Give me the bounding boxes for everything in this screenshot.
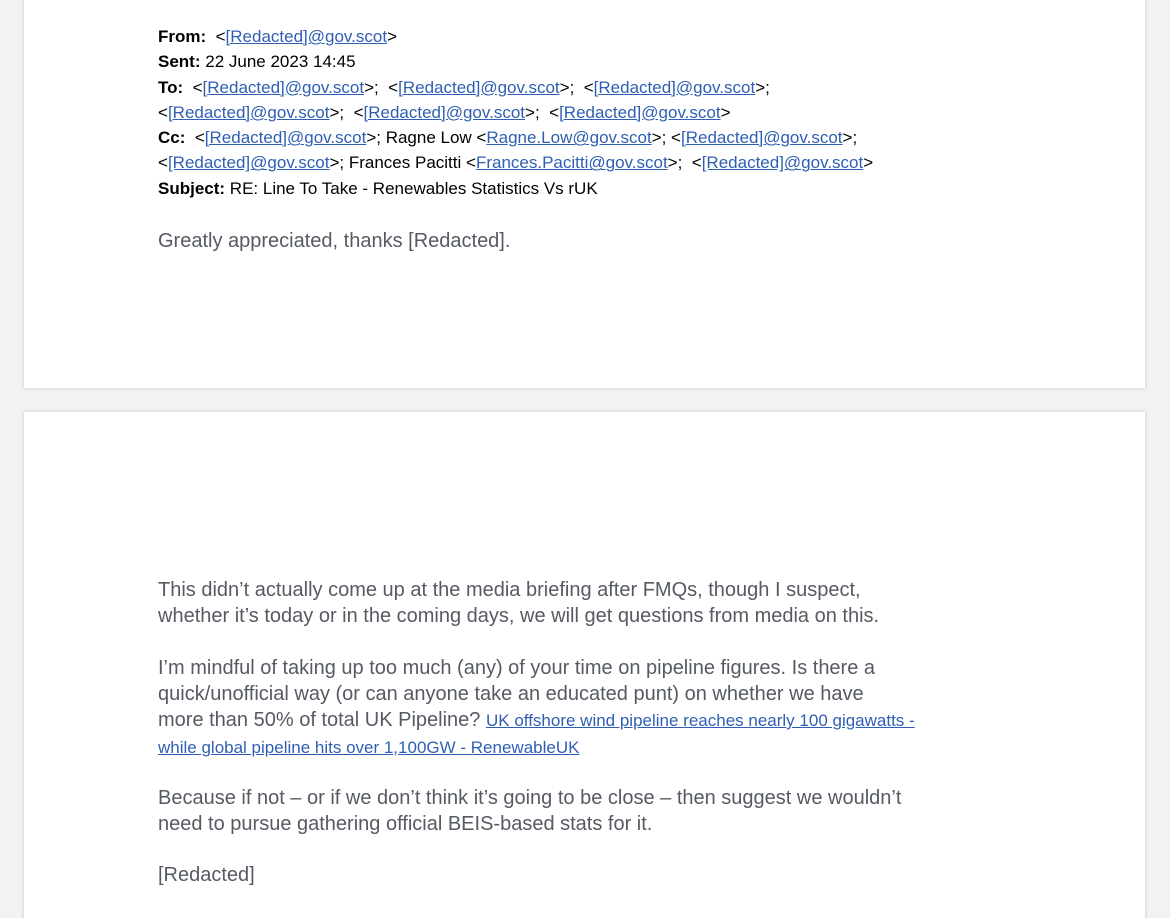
sent-label: Sent: — [158, 52, 201, 72]
text-line: This didn’t actually come up at the media briefing after FMQs, though I suspect, — [158, 579, 861, 601]
cc-address-link[interactable]: [Redacted]@gov.scot — [701, 153, 864, 173]
text-line: Because if not – or if we don’t think it’s going to be close – then suggest we wouldn’t — [158, 787, 902, 809]
cc-address-link[interactable]: [Redacted]@gov.scot — [167, 153, 330, 173]
text-line: I’m mindful of taking up too much (any) of your time on pipeline figures. Is there a — [158, 657, 876, 679]
cc-address-link[interactable]: [Redacted]@gov.scot — [680, 128, 843, 148]
to-line-1: To: <[Redacted]@gov.scot>; <[Redacted]@gov.scot>; <[Redacted]@gov.scot>; — [158, 77, 770, 97]
to-address-link[interactable]: [Redacted]@gov.scot — [202, 77, 365, 97]
cc-name: Ragne Low — [385, 128, 472, 148]
subject-line — [158, 176, 873, 201]
cc-label: Cc: — [158, 128, 186, 148]
cc-name: Frances Pacitti — [348, 153, 462, 173]
to-address-link[interactable]: [Redacted]@gov.scot — [398, 77, 560, 97]
to-line-2: <[Redacted]@gov.scot>; <[Redacted]@gov.scot>; <[Redacted]@gov.scot> — [158, 102, 731, 122]
reply-body: Greatly appreciated, thanks [Redacted]. — [158, 230, 511, 252]
text-line: more than 50% of total UK Pipeline? — [158, 709, 481, 731]
from-label: From: — [158, 27, 207, 46]
sent-value: 22 June 2023 14:45 — [205, 52, 356, 72]
cc-address-link[interactable]: Frances.Pacitti@gov.scot — [475, 153, 668, 173]
to-address-link[interactable]: [Redacted]@gov.scot — [363, 102, 526, 122]
subject-label: Subject: — [158, 178, 226, 198]
paragraph-pipeline-question — [158, 655, 915, 761]
renewableuk-article-link[interactable]: UK offshore wind pipeline reaches nearly 100 gigawatts - — [485, 711, 915, 730]
from-address-link[interactable]: [Redacted]@gov.scot — [225, 27, 388, 46]
cc-address-link[interactable]: Ragne.Low@gov.scot — [486, 128, 652, 148]
sent-line — [158, 49, 873, 74]
cc-address-link[interactable]: [Redacted]@gov.scot — [204, 128, 367, 148]
from-line: From: <[Redacted]@gov.scot> — [158, 27, 398, 46]
paragraph-beis-stats — [158, 785, 901, 837]
paragraph-media-briefing — [158, 577, 879, 629]
subject-value: RE: Line To Take - Renewables Statistics Vs rUK — [229, 178, 598, 198]
to-address-link[interactable]: [Redacted]@gov.scot — [593, 77, 756, 97]
renewableuk-article-link-cont[interactable]: while global pipeline hits over 1,100GW - RenewableUK — [158, 738, 580, 757]
cc-line-2: <[Redacted]@gov.scot>; Frances Pacitti <Frances.Pacitti@gov.scot>; <[Redacted]@gov.scot> — [158, 153, 874, 173]
document-page-2 — [24, 412, 1145, 918]
email-header — [158, 24, 873, 201]
text-line: quick/unofficial way (or can anyone take an educated punt) on whether we have — [158, 683, 864, 705]
signoff: [Redacted] — [158, 864, 255, 886]
cc-line-1: Cc: <[Redacted]@gov.scot>; Ragne Low <Ragne.Low@gov.scot>; <[Redacted]@gov.scot>; — [158, 128, 858, 148]
text-line: need to pursue gathering official BEIS-based stats for it. — [158, 813, 653, 835]
text-line: whether it’s today or in the coming days, we will get questions from media on this. — [158, 605, 880, 627]
document-page-1 — [24, 0, 1145, 388]
to-address-link[interactable]: [Redacted]@gov.scot — [167, 102, 330, 122]
to-label: To: — [158, 77, 184, 97]
to-address-link[interactable]: [Redacted]@gov.scot — [559, 102, 721, 122]
